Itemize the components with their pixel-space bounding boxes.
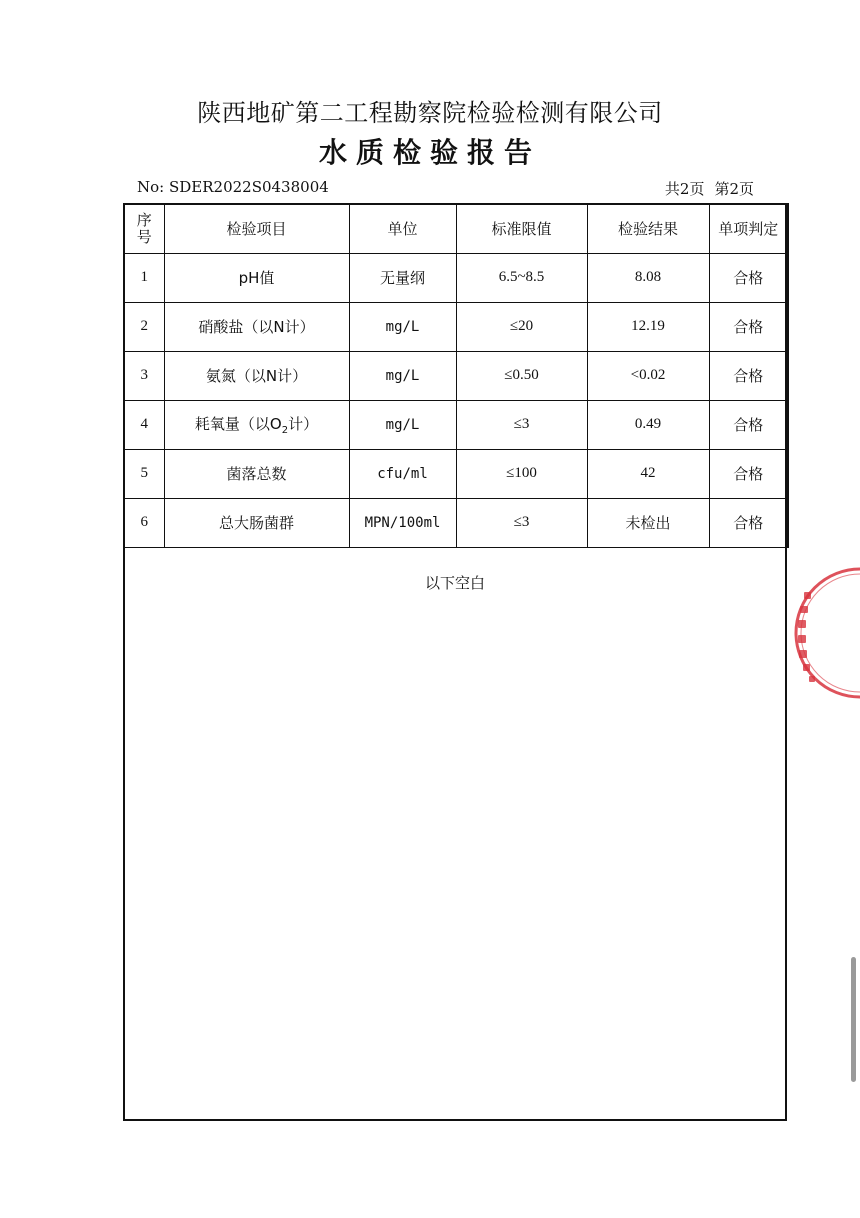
report-title: 水质检验报告	[318, 136, 541, 169]
header-result: 检验结果	[587, 204, 709, 253]
current-page: 第2页	[714, 180, 754, 198]
row-limit: 6.5~8.5	[456, 253, 587, 302]
row-result: 8.08	[587, 253, 709, 302]
header-seq-line1: 序	[136, 210, 152, 229]
organization-name: 陕西地矿第二工程勘察院检验检测有限公司	[197, 99, 663, 127]
table-row	[124, 449, 788, 498]
row-unit: MPN/100ml	[349, 498, 456, 547]
row-unit: 无量纲	[349, 253, 456, 302]
header-unit: 单位	[349, 204, 456, 253]
table-row	[124, 253, 788, 302]
row-limit: ≤100	[456, 449, 587, 498]
row-item-prefix: 耗氧量（以O	[194, 415, 282, 433]
row-item: 总大肠菌群	[164, 498, 349, 547]
row-seq: 3	[124, 351, 164, 400]
table-header-row	[124, 204, 788, 253]
row-judgement: 合格	[709, 351, 788, 400]
row-item	[164, 400, 349, 449]
header-limit: 标准限值	[456, 204, 587, 253]
table-row	[124, 498, 788, 547]
row-judgement: 合格	[709, 449, 788, 498]
row-item: pH值	[164, 253, 349, 302]
row-judgement: 合格	[709, 253, 788, 302]
row-limit: ≤20	[456, 302, 587, 351]
scrollbar-thumb[interactable]	[851, 957, 856, 1082]
row-judgement: 合格	[709, 302, 788, 351]
row-item: 氨氮（以N计）	[164, 351, 349, 400]
header-judgement: 单项判定	[709, 204, 788, 253]
row-seq: 5	[124, 449, 164, 498]
report-number: No: SDER2022S0438004	[137, 178, 329, 196]
row-unit: mg/L	[349, 302, 456, 351]
row-judgement: 合格	[709, 498, 788, 547]
row-result: 42	[587, 449, 709, 498]
row-item: 菌落总数	[164, 449, 349, 498]
row-unit: mg/L	[349, 351, 456, 400]
row-judgement: 合格	[709, 400, 788, 449]
table-row	[124, 351, 788, 400]
header-seq-line2: 号	[136, 227, 152, 246]
row-limit: ≤3	[456, 400, 587, 449]
row-result: 未检出	[587, 498, 709, 547]
page-info	[665, 178, 754, 199]
blank-below-note: 以下空白	[424, 574, 485, 592]
row-limit: ≤3	[456, 498, 587, 547]
row-seq: 4	[124, 400, 164, 449]
table-row	[124, 400, 788, 449]
row-result: 0.49	[587, 400, 709, 449]
header-seq	[124, 204, 164, 253]
header-item: 检验项目	[164, 204, 349, 253]
inspection-table	[123, 203, 789, 548]
row-seq: 6	[124, 498, 164, 547]
red-company-seal-icon	[790, 562, 860, 704]
row-item-subscript: 2	[281, 425, 289, 436]
row-seq: 2	[124, 302, 164, 351]
row-unit: cfu/ml	[349, 449, 456, 498]
row-item: 硝酸盐（以N计）	[164, 302, 349, 351]
table-row	[124, 302, 788, 351]
row-result: 12.19	[587, 302, 709, 351]
row-seq: 1	[124, 253, 164, 302]
row-item-suffix: 计）	[288, 415, 319, 433]
row-unit: mg/L	[349, 400, 456, 449]
row-limit: ≤0.50	[456, 351, 587, 400]
total-pages: 共2页	[664, 180, 705, 198]
row-result: <0.02	[587, 351, 709, 400]
